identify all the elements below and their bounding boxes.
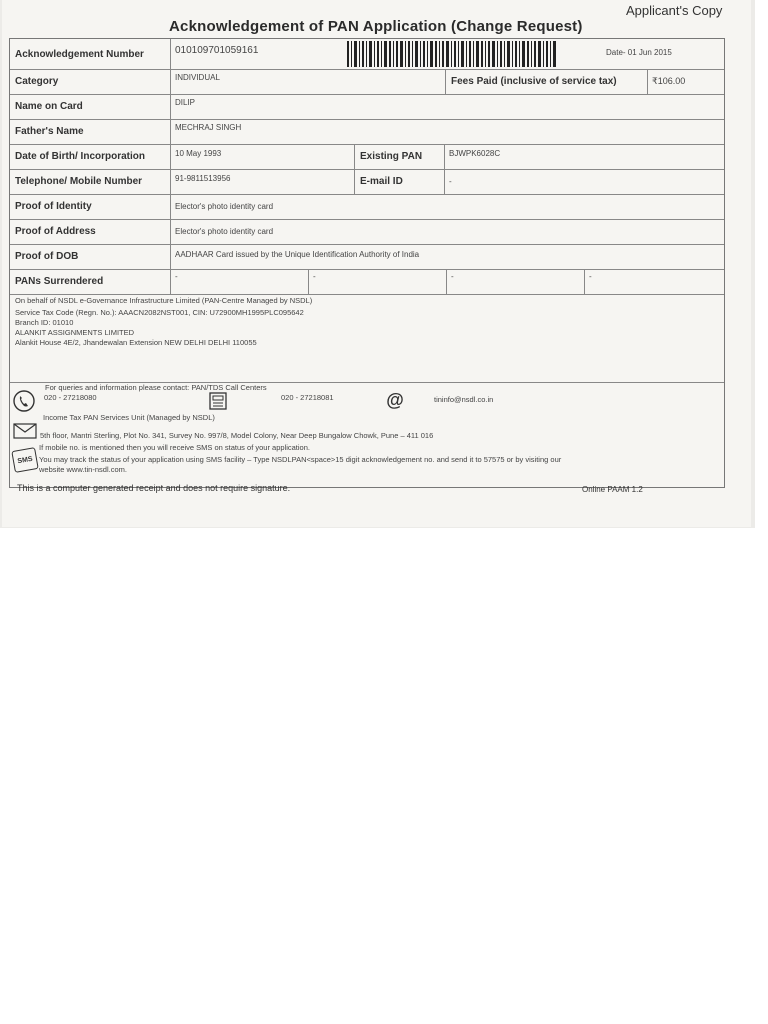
proof-address-label: Proof of Address	[15, 226, 96, 237]
call-center-phone: 020 - 27218080	[44, 393, 97, 402]
fees-label: Fees Paid (inclusive of service tax)	[445, 69, 647, 94]
pan-surrendered-3: -	[446, 269, 584, 294]
pan-surrendered-4: -	[584, 269, 724, 294]
footer-version: Online PAAM 1.2	[582, 485, 643, 494]
pans-surrendered-label: PANs Surrendered	[15, 276, 104, 287]
agency-line-4: ALANKIT ASSIGNMENTS LIMITED	[15, 328, 135, 337]
queries-text: For queries and information please contact: PAN/TDS Call Centers	[45, 383, 267, 392]
dob-value: 10 May 1993	[170, 144, 354, 169]
row-proof-address	[10, 219, 724, 245]
row-acknowledgement	[10, 39, 724, 70]
agency-line-3: Branch ID: 01010	[15, 318, 74, 327]
email-at-icon: @	[386, 389, 404, 410]
envelope-icon	[13, 423, 37, 439]
pan-surrendered-1: -	[170, 269, 308, 294]
contact-section	[10, 382, 724, 487]
barcode-icon	[347, 41, 557, 67]
footer-disclaimer: This is a computer generated receipt and does not require signature.	[17, 483, 291, 493]
applicant-copy-label: Applicant's Copy	[626, 3, 723, 18]
phone-label: Telephone/ Mobile Number	[15, 176, 143, 187]
document-paper	[2, 0, 751, 527]
pan-surrendered-2: -	[308, 269, 446, 294]
name-value: DILIP	[170, 94, 724, 119]
existing-pan-label: Existing PAN	[354, 144, 444, 169]
email-label: E-mail ID	[354, 169, 444, 194]
row-father-name	[10, 119, 724, 145]
father-label: Father's Name	[15, 126, 84, 137]
row-name-on-card	[10, 94, 724, 120]
fax-icon	[208, 391, 228, 411]
fees-value: ₹106.00	[647, 69, 724, 94]
sms-line-2: You may track the status of your application using SMS facility – Type NSDLPAN<space>15 digit acknowledgement no. and send it to 57575 or by visiting our	[39, 455, 562, 464]
proof-address-value: Elector's photo identity card	[170, 219, 724, 244]
existing-pan-value: BJWPK6028C	[444, 144, 724, 169]
document-title: Acknowledgement of PAN Application (Change Request)	[169, 18, 583, 35]
proof-dob-label: Proof of DOB	[15, 251, 79, 262]
sms-icon: SMS	[11, 447, 38, 473]
pan-services-address: 5th floor, Mantri Sterling, Plot No. 341, Survey No. 997/8, Model Colony, Near Deep Bungalow Chowk, Pune – 411 016	[40, 431, 434, 440]
row-phone	[10, 169, 724, 195]
sms-line-1: If mobile no. is mentioned then you will receive SMS on status of your application.	[39, 443, 310, 452]
category-value: INDIVIDUAL	[170, 69, 445, 94]
proof-identity-value: Elector's photo identity card	[170, 194, 724, 219]
agency-block	[15, 296, 715, 348]
ack-date: Date- 01 Jun 2015	[606, 48, 672, 57]
phone-icon	[13, 390, 35, 412]
acknowledgement-table	[9, 38, 725, 488]
row-category	[10, 69, 724, 95]
agency-line-1: On behalf of NSDL e-Governance Infrastructure Limited (PAN-Centre Managed by NSDL)	[15, 296, 313, 305]
call-center-fax: 020 - 27218081	[281, 393, 334, 402]
proof-identity-label: Proof of Identity	[15, 201, 92, 212]
father-value: MECHRAJ SINGH	[170, 119, 724, 144]
agency-line-2: Service Tax Code (Regn. No.): AAACN2082NST001, CIN: U72900MH1995PLC095642	[15, 308, 304, 317]
row-proof-dob	[10, 244, 724, 270]
row-pans-surrendered	[10, 269, 724, 295]
email-value: -	[444, 169, 724, 194]
row-dob	[10, 144, 724, 170]
phone-value: 91-9811513956	[170, 169, 354, 194]
dob-label: Date of Birth/ Incorporation	[15, 151, 145, 162]
agency-line-5: Alankit House 4E/2, Jhandewalan Extension NEW DELHI DELHI 110055	[15, 338, 257, 347]
pan-services-unit: Income Tax PAN Services Unit (Managed by NSDL)	[43, 413, 215, 422]
sms-line-3: website www.tin-nsdl.com.	[39, 465, 127, 474]
contact-email: tininfo@nsdl.co.in	[434, 395, 494, 404]
ack-label: Acknowledgement Number	[15, 48, 144, 60]
name-label: Name on Card	[15, 101, 83, 112]
row-proof-identity	[10, 194, 724, 220]
ack-number: 010109701059161	[175, 45, 259, 56]
category-label: Category	[15, 76, 59, 87]
proof-dob-value: AADHAAR Card issued by the Unique Identification Authority of India	[170, 244, 724, 269]
